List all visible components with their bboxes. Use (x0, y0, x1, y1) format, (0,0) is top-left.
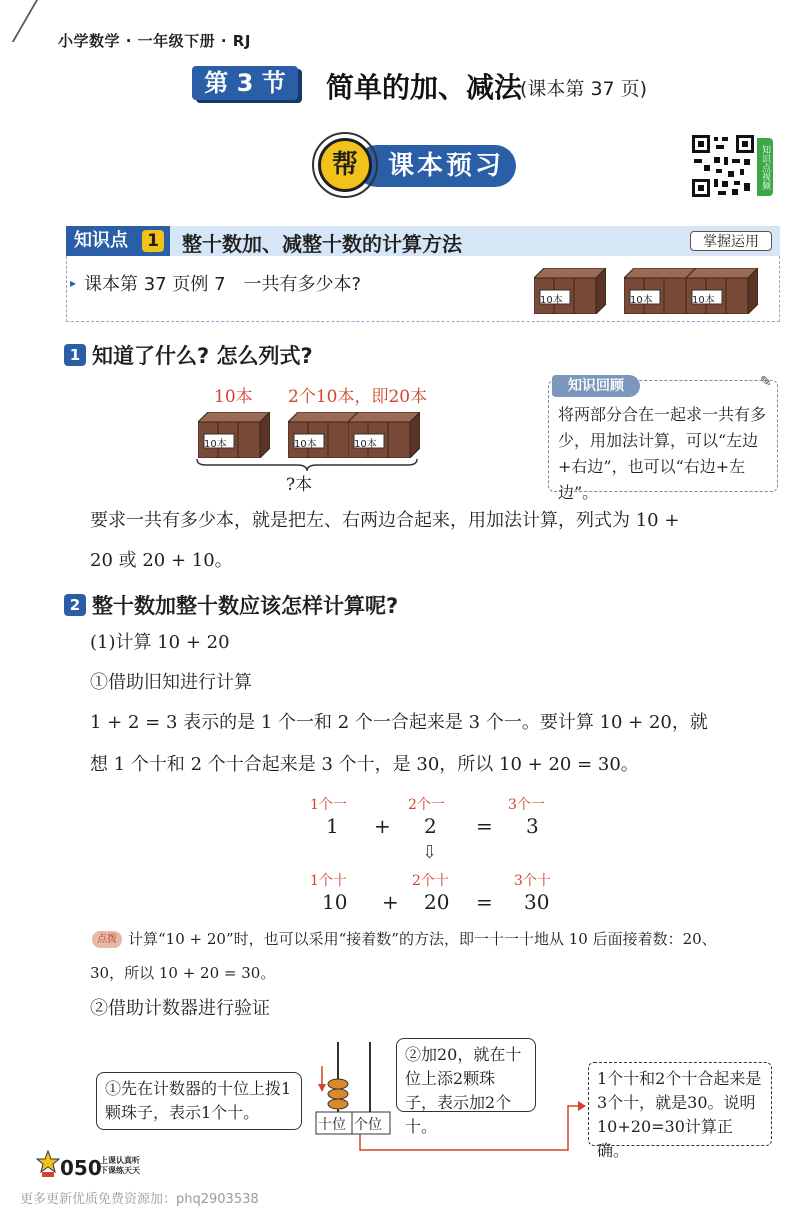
knowledge-point-title: 整十数加、减整十数的计算方法 (182, 232, 462, 256)
label-left: 10本 (214, 387, 253, 407)
sub-question-1: (1)计算 10 + 20 (90, 632, 230, 653)
label-right: 2个10本，即20本 (288, 387, 428, 407)
counter-tens-label: 十位 (318, 1117, 346, 1133)
down-arrow-icon: ⇩ (422, 842, 438, 863)
knowledge-point-number: 1 (142, 230, 164, 252)
footer-slogan-1: 上课认真听 (100, 1156, 140, 1165)
row1-label-2: 2个一 (408, 797, 445, 813)
page-number: 050 (60, 1156, 102, 1180)
note-tag: 点拨 (92, 931, 122, 948)
section-title: 简单的加、减法 (326, 71, 523, 104)
example-text: 课本第 37 页例 7 一共有多少本? (84, 274, 362, 295)
row2-op: + (382, 890, 399, 914)
row2-label-3: 3个十 (514, 873, 551, 889)
footer-slogan-2: 下课练天天 (100, 1166, 140, 1175)
para-line-2: 想 1 个十和 2 个十合起来是 3 个十，是 30，所以 10 + 20 = 30。 (90, 754, 639, 775)
section-ref: (课本第 37 页) (520, 78, 648, 100)
answer-line-1: 要求一共有多少本，就是把左、右两边合起来，用加法计算，列式为 10 + (90, 510, 680, 531)
row1-b: 2 (424, 814, 437, 838)
row1-c: 3 (526, 814, 539, 838)
tip-label: 知识回顾 (552, 375, 640, 397)
box-label: 10本 (630, 295, 653, 306)
row2-label-1: 1个十 (310, 873, 347, 889)
result-box: 1个十和2个十合起来是3个十，就是30。说明10+20=30计算正确。 (588, 1062, 772, 1146)
question-1-title: 知道了什么? 怎么列式? (92, 344, 313, 368)
answer-line-2: 20 或 20 + 10。 (90, 550, 233, 571)
box-label: 10本 (692, 295, 715, 306)
banner-title: 课本预习 (356, 145, 516, 187)
total-label: ?本 (286, 475, 313, 495)
box-label: 10本 (354, 439, 377, 450)
row1-op: + (374, 814, 391, 838)
box-label: 10本 (294, 439, 317, 450)
step-1: ①借助旧知进行计算 (90, 672, 252, 693)
corner-line (12, 0, 38, 42)
row2-c: 30 (524, 890, 550, 914)
row2-b: 20 (424, 890, 450, 914)
book-title: 小学数学 · 一年级下册 · RJ (58, 32, 251, 50)
question-2-marker: 2 (64, 594, 86, 616)
counter-ones-label: 个位 (354, 1117, 382, 1133)
qr-tab[interactable]: 知识点视频 (757, 138, 773, 196)
step-2: ②借助计数器进行验证 (90, 998, 270, 1019)
qr-code-icon[interactable] (690, 133, 756, 199)
bubble-step-1: ①先在计数器的十位上拨1颗珠子，表示1个十。 (96, 1072, 302, 1130)
tip-text: 将两部分合在一起求一共有多少，用加法计算，可以“左边+右边”，也可以“右边+左边”。 (558, 405, 767, 502)
row2-eq: = (476, 890, 493, 914)
section-badge: 第 3 节 (192, 66, 298, 100)
row2-label-2: 2个十 (412, 873, 449, 889)
note-line-2: 30，所以 10 + 20 = 30。 (90, 964, 276, 982)
clip-icon: ✎ (760, 374, 772, 390)
question-1-marker: 1 (64, 344, 86, 366)
knowledge-point-label: 知识点 (66, 226, 170, 256)
para-line-1: 1 + 2 = 3 表示的是 1 个一和 2 个一合起来是 3 个一。要计算 10 + 20，就 (90, 712, 708, 733)
box-label: 10本 (204, 439, 227, 450)
banner-badge: 帮 (318, 138, 372, 192)
watermark: 更多更新优质免费资源加：phq2903538 (20, 1192, 259, 1207)
row1-label-1: 1个一 (310, 797, 347, 813)
arrow-to-result-icon (398, 1096, 588, 1152)
triangle-bullet-icon: ▸ (70, 276, 77, 290)
row1-a: 1 (326, 814, 339, 838)
row1-label-3: 3个一 (508, 797, 545, 813)
row2-a: 10 (322, 890, 348, 914)
bubble-step-2: ②加20，就在十位上添2颗珠子，表示加2个十。 (396, 1038, 536, 1112)
mascot-icon (36, 1150, 60, 1178)
abacus-icon (300, 1040, 400, 1152)
row1-eq: = (476, 814, 493, 838)
mastery-tag: 掌握运用 (690, 231, 772, 251)
question-2-title: 整十数加整十数应该怎样计算呢? (92, 594, 399, 618)
box-label: 10本 (540, 295, 563, 306)
note-line-1: 计算“10 + 20”时，也可以采用“接着数”的方法，即一十一十地从 10 后面接着数：20、 (128, 930, 717, 948)
